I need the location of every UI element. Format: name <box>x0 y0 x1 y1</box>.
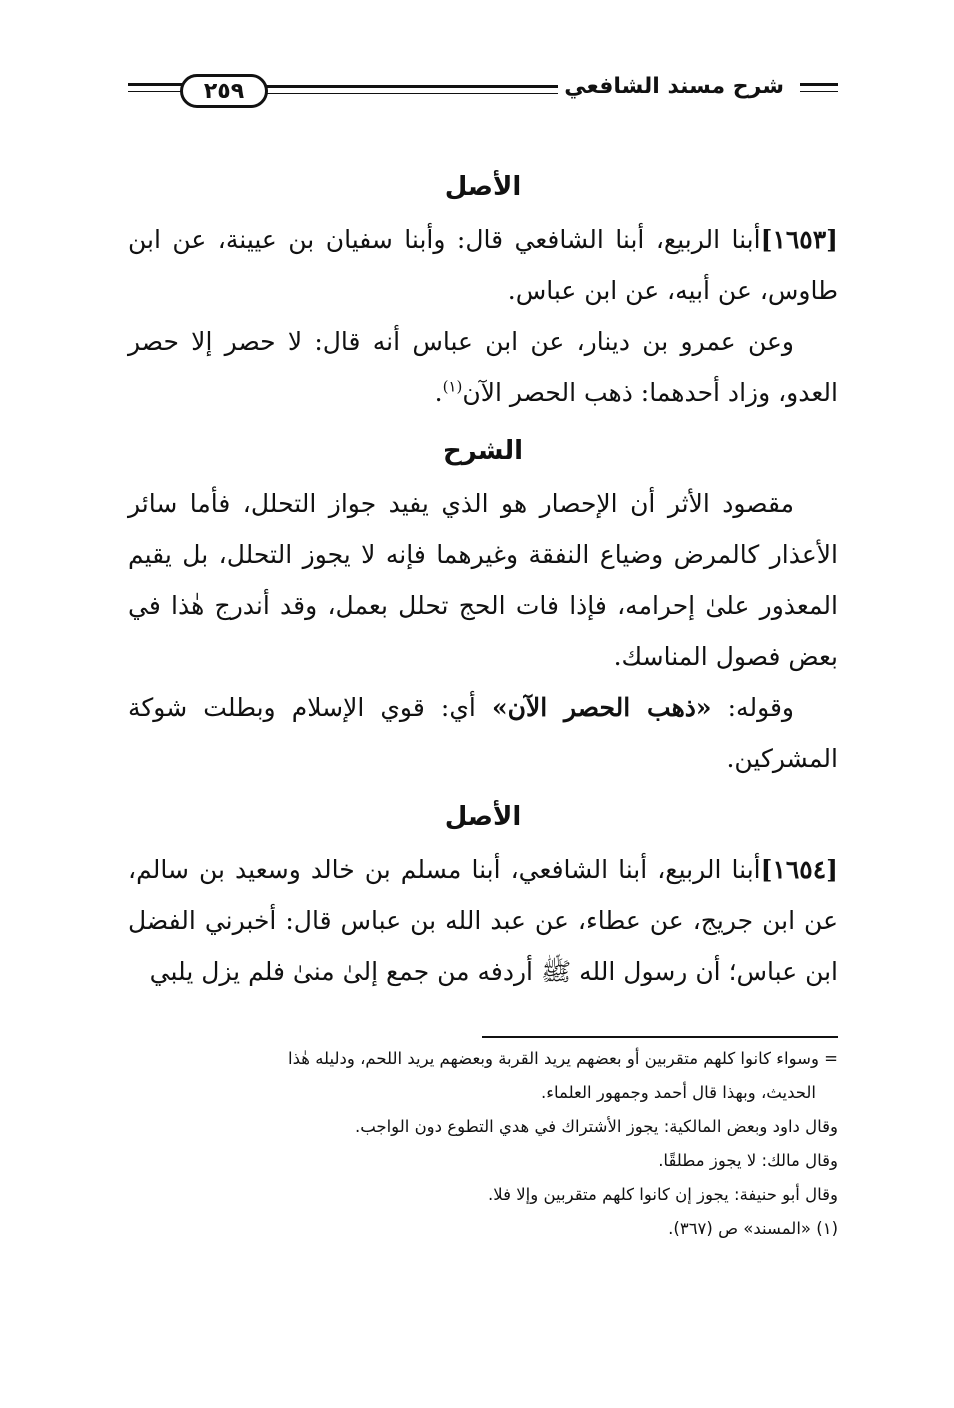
footnote-line: وقال أبو حنيفة: يجوز إن كانوا كلهم متقربين وإلا فلا. <box>488 1185 838 1204</box>
running-header <box>128 68 838 118</box>
section-heading-sharh: الشرح <box>442 436 524 466</box>
hadith-1653-text: أبنا الربيع، أبنا الشافعي قال: وأبنا سفيان بن عيينة، عن ابن طاوس، عن أبيه، عن ابن عباس. <box>128 225 838 305</box>
hadith-1654 <box>128 844 838 997</box>
commentary-2-post: أي: قوي الإسلام وبطلت شوكة المشركين. <box>128 693 838 773</box>
section-heading-asl-1: الأصل <box>444 172 522 202</box>
entry-number-1653: [١٦٥٣] <box>760 225 838 254</box>
footnote-line: الحديث، وبهذا قال أحمد وجمهور العلماء. <box>541 1083 816 1102</box>
page-number-badge <box>180 74 268 108</box>
main-text <box>128 160 838 997</box>
hadith-1653 <box>128 214 838 316</box>
footnotes <box>128 1042 838 1246</box>
header-rule-left-inner <box>128 91 188 92</box>
entry-number-1654: [١٦٥٤] <box>760 855 838 884</box>
footnote-ref-1: (١) <box>442 377 463 396</box>
footnote-separator <box>482 1036 838 1038</box>
hadith-1654-text: أبنا الربيع، أبنا الشافعي، أبنا مسلم بن خالد وسعيد بن سالم، عن ابن جريج، عن عطاء، عن عبد الله بن عباس قال: أخبرني الفضل ابن عباس؛ أن رسول الله ﷺ أردفه من جمع إلىٰ منىٰ فلم يزل يلبي <box>128 855 838 986</box>
hadith-1653-second-text: وعن عمرو بن دينار، عن ابن عباس أنه قال: لا حصر إلا حصر العدو، وزاد أحدهما: ذهب الحصر الآن <box>128 327 838 407</box>
header-rule-left-outer <box>128 83 188 86</box>
header-rule-right-inner <box>800 91 838 92</box>
running-title: شرح مسند الشافعي <box>558 74 790 99</box>
footnote-line: = وسواء كانوا كلهم متقربين أو بعضهم يريد القربة وبعضهم يريد اللحم، ودليله هٰذا <box>288 1049 838 1068</box>
section-heading-asl-2: الأصل <box>444 802 522 832</box>
commentary-paragraph-1: مقصود الأثر أن الإحصار هو الذي يفيد جواز التحلل، فأما سائر الأعذار كالمرض وضياع النفقة وغيرهما فإنه لا يجوز التحلل، بل يقيم المعذور علىٰ إحرامه، فإذا فات الحج تحلل بعمل، وقد أندرج هٰذا في بعض فصول المناسك. <box>128 489 838 671</box>
hadith-1653-second-end: . <box>434 378 443 407</box>
footnote-1: (١) «المسند» ص (٣٦٧). <box>668 1219 838 1238</box>
footnote-line: وقال داود وبعض المالكية: يجوز الأشتراك في هدي التطوع دون الواجب. <box>354 1117 838 1136</box>
header-rule-right-outer <box>800 83 838 86</box>
commentary-2-quote: «ذهب الحصر الآن» <box>491 693 712 722</box>
page-number: ٢٥٩ <box>203 78 245 104</box>
hadith-1653-second-chain <box>128 316 838 418</box>
commentary-paragraph-2 <box>128 682 838 784</box>
footnote-line: وقال مالك: لا يجوز مطلقًا. <box>658 1151 838 1170</box>
commentary-2-pre: وقوله: <box>727 693 795 722</box>
